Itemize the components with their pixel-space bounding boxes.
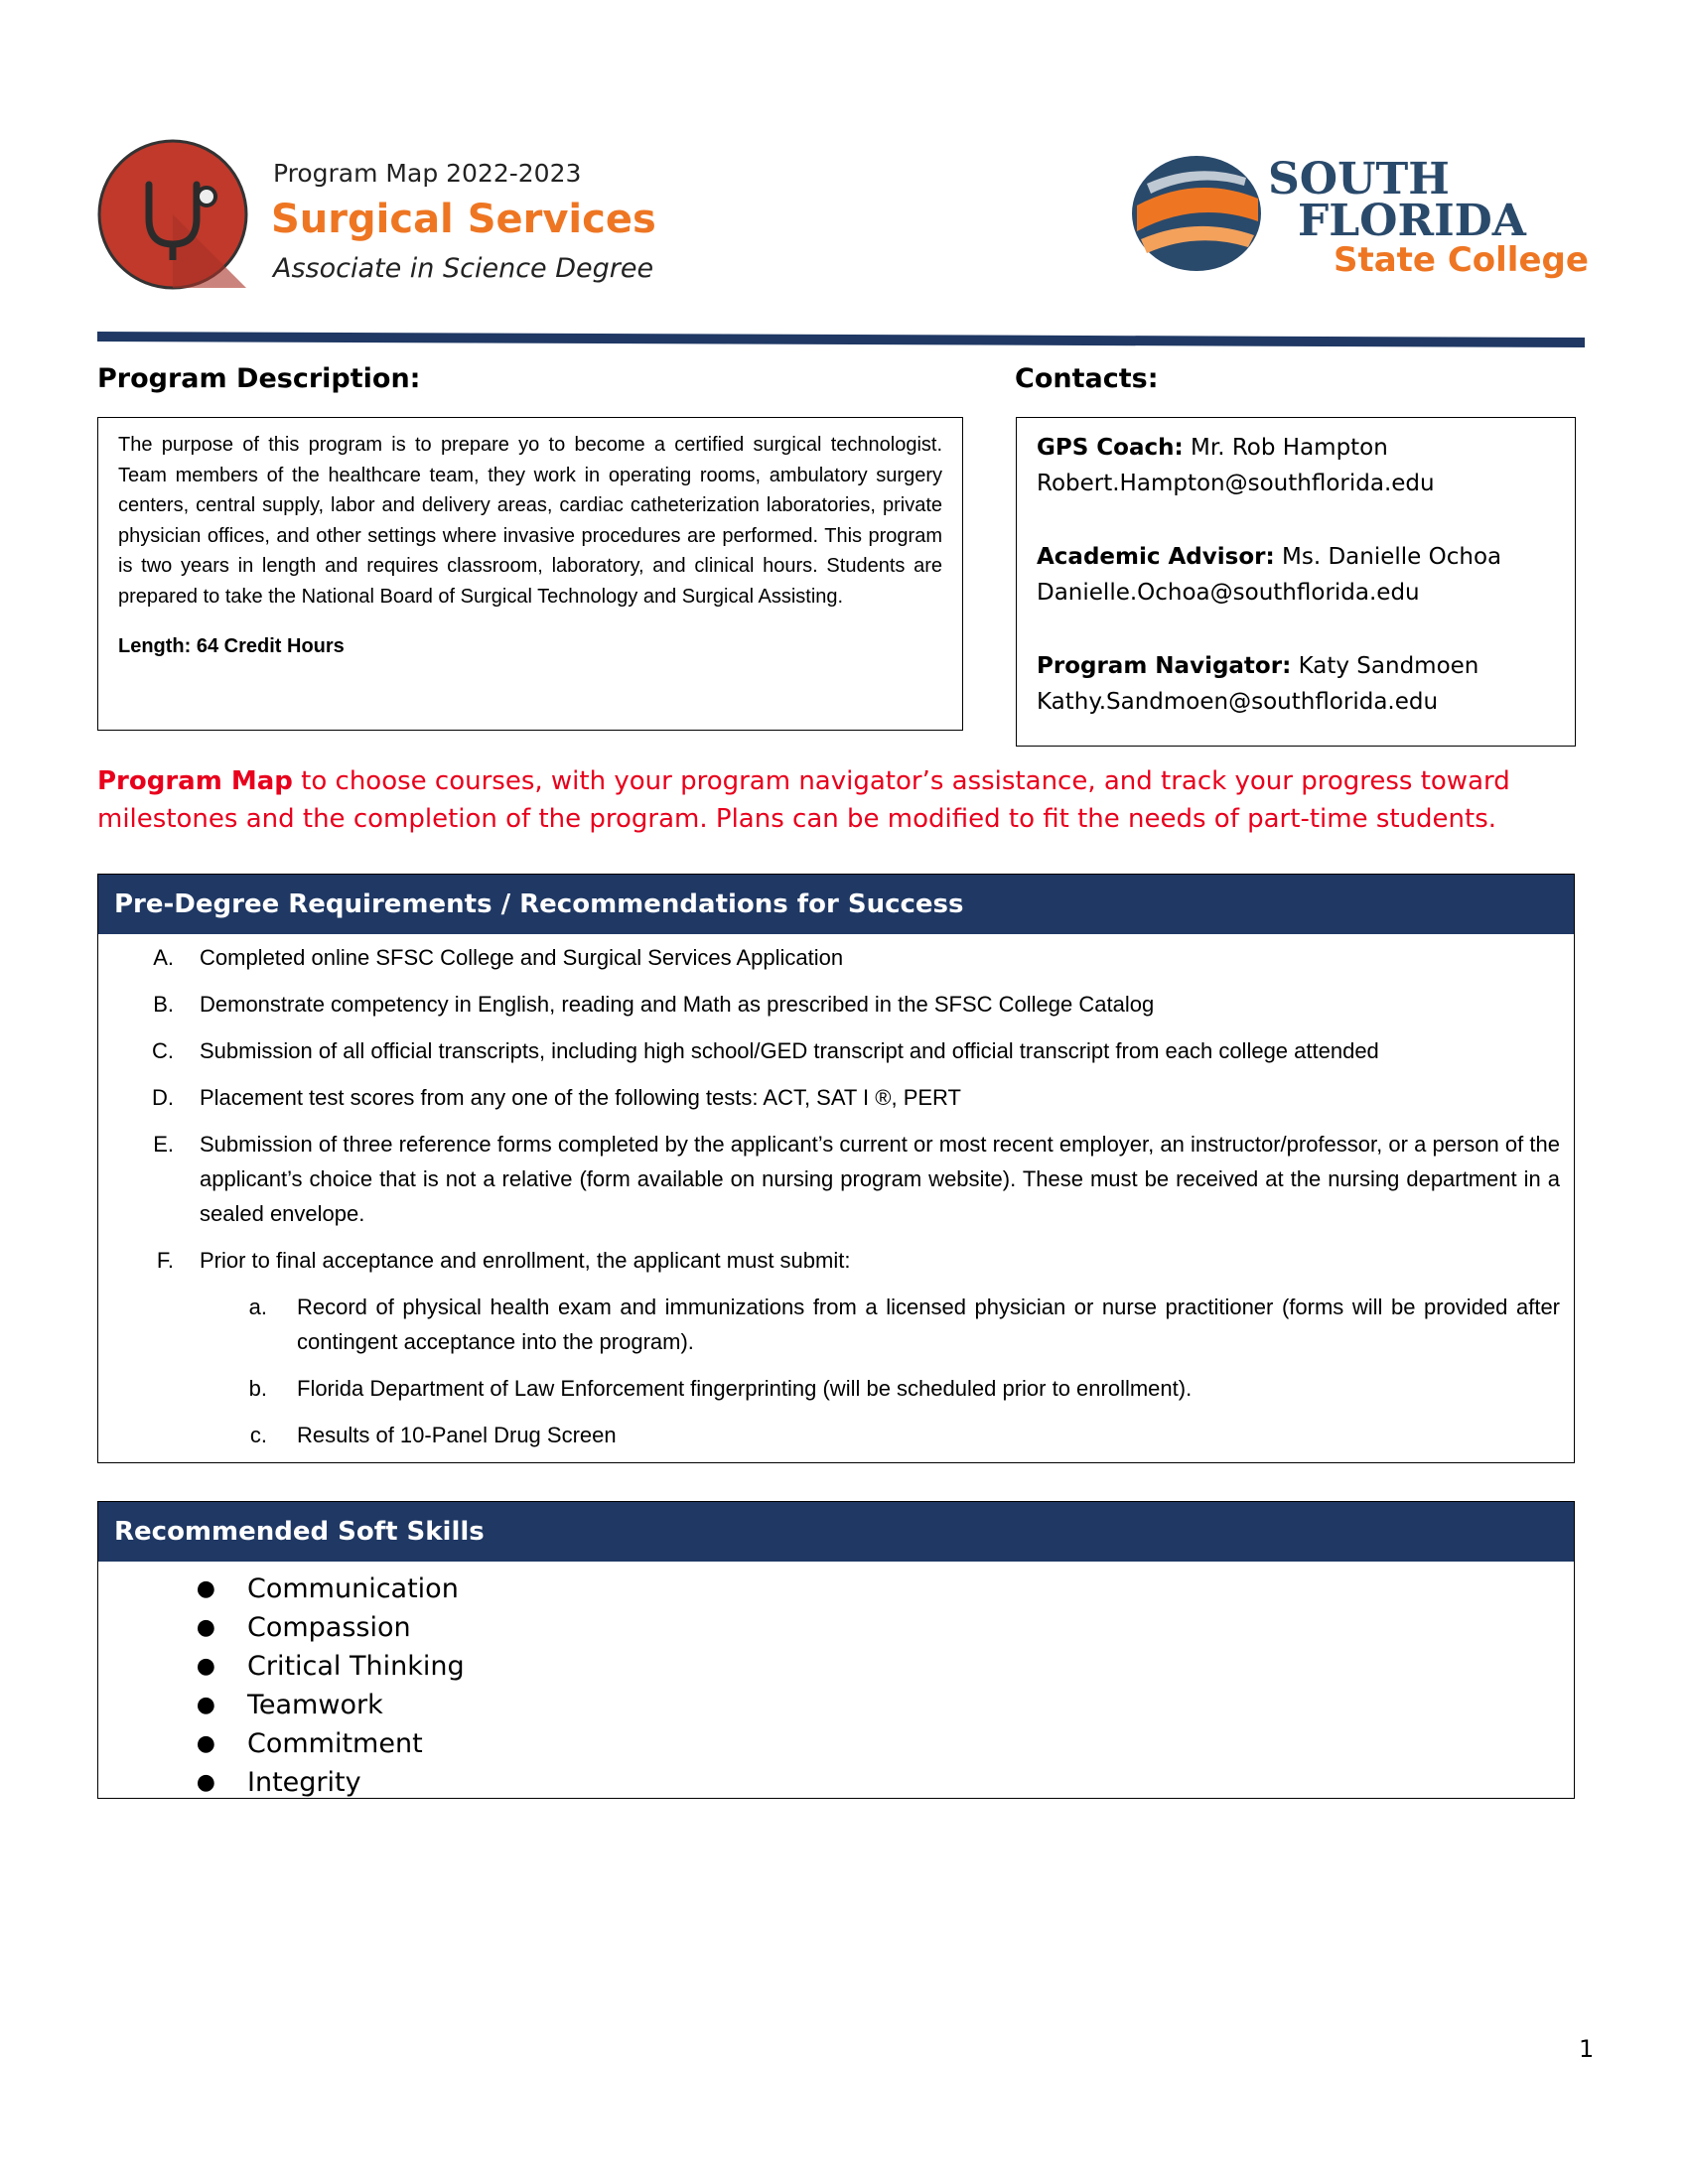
header-divider — [97, 328, 1585, 349]
list-item — [98, 1608, 1574, 1647]
item-text: Submission of three reference forms completed by the applicant’s current or most recent employer, an instructor/professor, or a person of the applicant’s choice that is not a relative (form available on nursing program website). These must be received at the nursing department in a sealed envelope. — [200, 1132, 1560, 1226]
requirements-list — [98, 934, 1574, 1452]
item-marker: A. — [153, 945, 174, 970]
contact-role: GPS Coach: — [1037, 435, 1184, 461]
logo-text-florida: FLORIDA — [1298, 196, 1526, 246]
contact-gps-coach — [1037, 430, 1555, 501]
list-item — [98, 1686, 1574, 1724]
contact-email[interactable]: Kathy.Sandmoen@southflorida.edu — [1037, 689, 1439, 715]
soft-skills-heading: Recommended Soft Skills — [98, 1502, 1574, 1562]
logo-text-state-college: State College — [1334, 240, 1589, 280]
soft-skills-box — [97, 1501, 1575, 1799]
contact-program-navigator — [1037, 648, 1555, 720]
list-item — [98, 1763, 1574, 1802]
item-text: Completed online SFSC College and Surgical Services Application — [200, 945, 844, 970]
skill-label: Teamwork — [247, 1690, 383, 1720]
item-marker: F. — [156, 1248, 174, 1273]
logo-text-south: SOUTH — [1268, 154, 1450, 205]
program-map-intro — [97, 762, 1587, 838]
degree-type: Associate in Science Degree — [273, 253, 654, 284]
item-marker: a. — [248, 1295, 267, 1319]
item-marker: C. — [152, 1038, 174, 1063]
program-description-text: The purpose of this program is to prepare yo to become a certified surgical technologist. Team members of the healthcare team, they work in operating rooms, ambulatory surgery centers, central supply, labor and delivery areas, cardiac catheterization laboratories, private physician offices, and other settings where invasive procedures are performed. This program is two years in length and requires classroom, laboratory, and clinical hours. Students are prepared to take the National Board of Surgical Technology and Surgical Assisting. — [118, 434, 942, 608]
item-text: Florida Department of Law Enforcement fingerprinting (will be scheduled prior to enrollment). — [297, 1376, 1193, 1401]
program-description-box — [97, 417, 963, 731]
program-map-year: Program Map 2022-2023 — [273, 159, 582, 188]
list-item — [98, 987, 1560, 1022]
item-marker: D. — [152, 1085, 174, 1110]
logo-swoosh-icon — [1132, 156, 1261, 271]
program-title: Surgical Services — [271, 197, 656, 242]
bullet-icon: ● — [196, 1770, 215, 1795]
contact-name: Mr. Rob Hampton — [1191, 435, 1388, 461]
contact-name: Ms. Danielle Ochoa — [1282, 544, 1502, 570]
skill-label: Compassion — [247, 1612, 411, 1643]
bullet-icon: ● — [196, 1693, 215, 1717]
item-text: Results of 10-Panel Drug Screen — [297, 1423, 617, 1447]
contact-role: Program Navigator: — [1037, 653, 1292, 679]
college-logo — [1127, 144, 1589, 283]
item-marker: B. — [153, 992, 174, 1017]
item-marker: c. — [249, 1423, 267, 1447]
bullet-icon: ● — [196, 1731, 215, 1756]
item-text: Demonstrate competency in English, reading and Math as prescribed in the SFSC College Catalog — [200, 992, 1155, 1017]
bullet-icon: ● — [196, 1615, 215, 1640]
intro-rest: to choose courses, with your program navigator’s assistance, and track your progress toward milestones and the completion of the program. Plans can be modified to fit the needs of part-time students. — [97, 766, 1510, 834]
contacts-box — [1016, 417, 1576, 747]
contact-name: Katy Sandmoen — [1298, 653, 1479, 679]
requirements-heading: Pre-Degree Requirements / Recommendations for Success — [98, 875, 1574, 934]
page-number: 1 — [1579, 2035, 1595, 2063]
bullet-icon: ● — [196, 1576, 215, 1601]
item-text: Submission of all official transcripts, including high school/GED transcript and official transcript from each college attended — [200, 1038, 1379, 1063]
contact-email[interactable]: Danielle.Ochoa@southflorida.edu — [1037, 580, 1420, 606]
sub-list-item — [98, 1371, 1560, 1406]
sub-list-item — [98, 1290, 1560, 1359]
soft-skills-list — [98, 1562, 1574, 1802]
item-text: Prior to final acceptance and enrollment, the applicant must submit: — [200, 1248, 851, 1273]
list-item — [98, 940, 1560, 975]
list-item — [98, 1080, 1560, 1115]
item-text: Placement test scores from any one of the following tests: ACT, SAT I ®, PERT — [200, 1085, 961, 1110]
program-length: Length: 64 Credit Hours — [118, 635, 345, 657]
list-item — [98, 1127, 1560, 1231]
pre-degree-requirements — [97, 874, 1575, 1463]
list-item — [98, 1243, 1560, 1278]
program-description-label: Program Description: — [97, 363, 421, 394]
skill-label: Integrity — [247, 1767, 361, 1798]
contacts-label: Contacts: — [1015, 363, 1159, 394]
list-item — [98, 1647, 1574, 1686]
list-item — [98, 1033, 1560, 1068]
skill-label: Commitment — [247, 1728, 423, 1759]
skill-label: Critical Thinking — [247, 1651, 465, 1682]
stethoscope-icon — [97, 139, 248, 290]
contact-role: Academic Advisor: — [1037, 544, 1275, 570]
item-text: Record of physical health exam and immunizations from a licensed physician or nurse practitioner (forms will be provided after contingent acceptance into the program). — [297, 1295, 1560, 1354]
contact-email[interactable]: Robert.Hampton@southflorida.edu — [1037, 471, 1435, 496]
intro-bold: Program Map — [97, 766, 293, 796]
list-item — [98, 1724, 1574, 1763]
contact-academic-advisor — [1037, 539, 1555, 611]
bullet-icon: ● — [196, 1654, 215, 1679]
item-marker: E. — [153, 1132, 174, 1157]
list-item — [98, 1570, 1574, 1608]
sub-list-item — [98, 1418, 1560, 1452]
item-marker: b. — [248, 1376, 267, 1401]
skill-label: Communication — [247, 1573, 459, 1604]
